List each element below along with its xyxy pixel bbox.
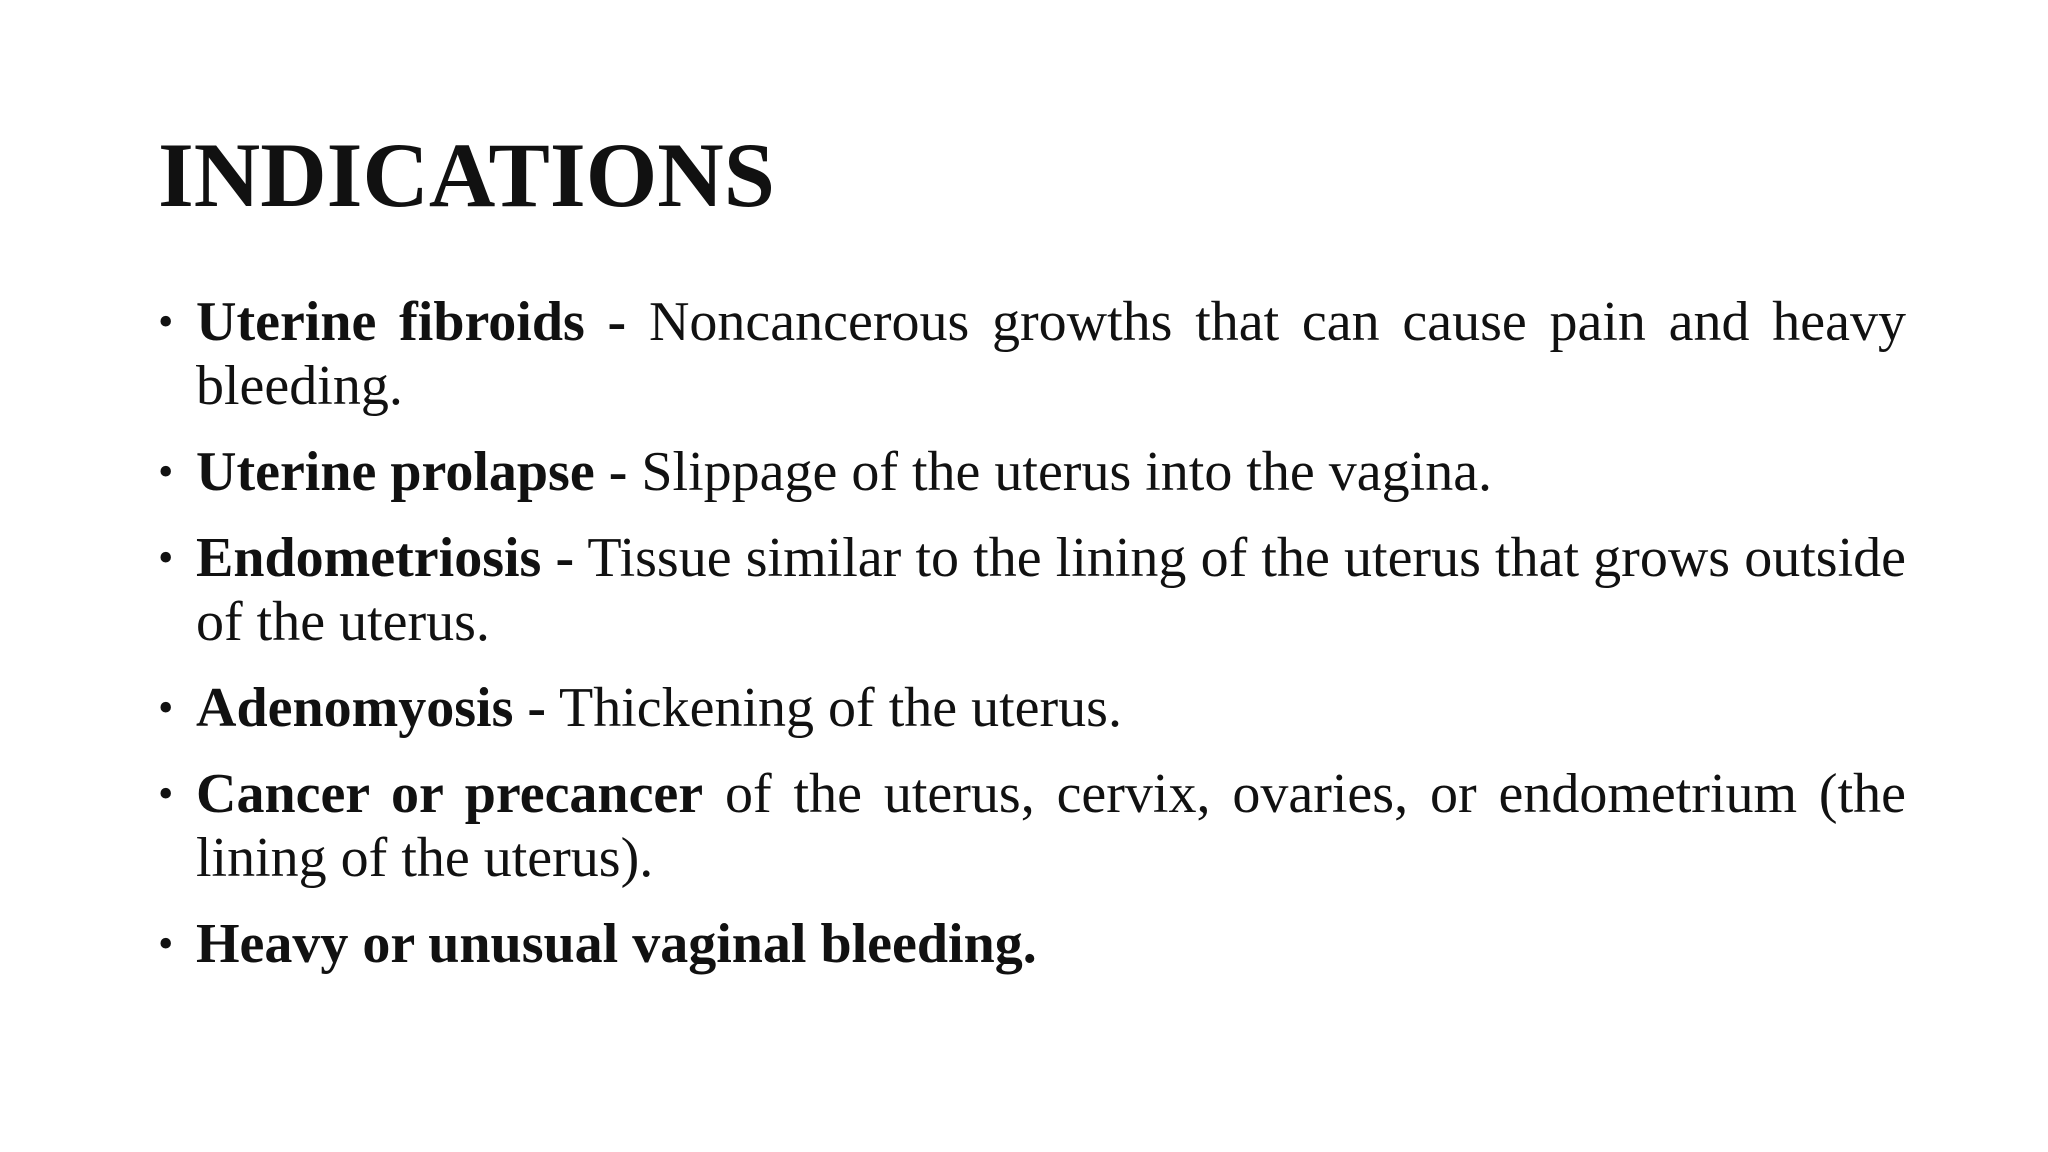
bullet-term: Endometriosis - xyxy=(196,527,575,589)
bullet-text: Thickening of the uterus. xyxy=(546,677,1122,739)
bullet-item-adenomyosis xyxy=(158,676,1906,740)
bullet-term: Heavy or unusual vaginal bleeding. xyxy=(196,913,1037,975)
bullet-term: Uterine fibroids - xyxy=(196,291,627,353)
bullet-term: Uterine prolapse - xyxy=(196,441,628,503)
bullet-item-endometriosis xyxy=(158,526,1906,654)
bullet-term: Cancer or precancer xyxy=(196,763,704,825)
bullet-dot: • xyxy=(158,447,174,496)
bullet-item-cancer-or-precancer xyxy=(158,762,1906,890)
bullet-item-uterine-fibroids xyxy=(158,290,1906,418)
bullet-text: Slippage of the uterus into the vagina. xyxy=(627,441,1493,503)
bullet-text: Noncancerous growths that can cause pain and heavy bleeding. xyxy=(196,291,1906,417)
bullet-item-heavy-bleeding xyxy=(158,912,1906,976)
bullet-item-uterine-prolapse xyxy=(158,440,1906,504)
bullet-term: Adenomyosis - xyxy=(196,677,547,739)
bullet-text: of the uterus, cervix, ovaries, or endometrium (the lining of the uterus). xyxy=(196,763,1906,889)
bullet-text: Tissue similar to the lining of the uterus that grows outside of the uterus. xyxy=(196,527,1906,653)
bullet-dot: • xyxy=(158,533,174,582)
bullet-dot: • xyxy=(158,769,174,818)
slide-title: INDICATIONS xyxy=(158,124,775,226)
bullet-list xyxy=(158,290,1906,998)
bullet-dot: • xyxy=(158,297,174,346)
bullet-dot: • xyxy=(158,919,174,968)
bullet-dot: • xyxy=(158,683,174,732)
